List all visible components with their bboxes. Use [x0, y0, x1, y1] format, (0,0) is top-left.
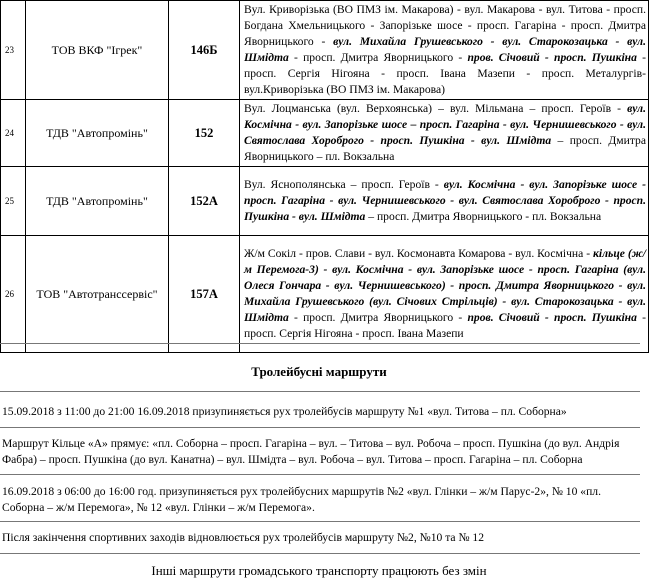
route-segment: Ж/м Сокіл - пров. Слави - вул. Космонавта Комарова - вул. Космічна - — [244, 247, 593, 260]
divider — [0, 474, 640, 475]
route-number: 157А — [169, 236, 240, 353]
changed-route-segment: вул. Космічна - вул. Запорізьке шосе - просп. Гагаріна - вул. Чернишевського - вул. Святослава Хороброго - просп. Пушкіна - вул. Шмідта — [244, 178, 647, 223]
route-segment: Вул. Яснополянська – просп. Героїв - — [244, 178, 444, 191]
trolley-notice-3: 16.09.2018 з 06:00 до 16:00 год. призупиняється рух тролейбусних маршрутів №2 «вул. Глінки – ж/м Парус-2», № 10 «пл. Соборна – ж/м Перемога», № 12 «вул. Глінки – ж/м Перемога». — [2, 485, 601, 514]
trolley-notice-1: 15.09.2018 з 11:00 до 21:00 16.09.2018 призупиняється рух тролейбусів маршруту №1 «вул. Титова – пл. Соборна» — [2, 405, 567, 418]
route-segment: - просп. Сергія Нігояна - просп. Івана Мазепи - просп. Металургів-вул.Криворізька (ВО ПМЗ ім. Макарова) — [244, 51, 646, 96]
row-number: 26 — [1, 236, 26, 353]
carrier-name: ТОВ "Автотранссервіс" — [26, 236, 169, 353]
trolley-notice-2: Маршрут Кільце «А» прямує: «пл. Соборна – просп. Гагаріна – вул. – Титова – вул. Робоча – просп. Пушкіна (до вул. Андрія Фабра) – просп. Пушкіна (до вул. Канатна) – вул. Шмідта – вул. Робоча – вул. Титова – просп. Гагаріна – пл. Соборна — [2, 437, 620, 466]
table-row — [1, 100, 649, 167]
route-number: 152А — [169, 167, 240, 236]
trolley-heading: Тролейбусні маршрути — [251, 364, 387, 379]
route-path — [240, 167, 649, 236]
route-path — [240, 1, 649, 100]
route-segment: Вул. Криворізька (ВО ПМЗ ім. Макарова) - вул. Макарова - вул. Титова - просп. Богдана Хмельницького - Запорізьке шосе - просп. Гагаріна - просп. Дмитра Яворницького - — [244, 3, 646, 48]
changed-route-segment: пров. Січовий - просп. Пушкіна — [467, 311, 637, 324]
route-segment: - просп. Дмитра Яворницького - — [288, 311, 468, 324]
route-number: 146Б — [169, 1, 240, 100]
table-row — [1, 1, 649, 100]
table-row — [1, 167, 649, 236]
route-path — [240, 236, 649, 353]
divider — [0, 553, 640, 554]
final-note: Інші маршрути громадського транспорту працюють без змін — [151, 563, 487, 578]
route-segment: - просп. Дмитра Яворницького - — [288, 51, 468, 64]
divider — [0, 391, 640, 392]
carrier-name: ТДВ "Автопромінь" — [26, 100, 169, 167]
divider — [0, 521, 640, 522]
trolley-notice-4: Після закінчення спортивних заходів відновлюється рух тролейбусів маршруту №2, №10 та № 12 — [2, 531, 485, 544]
row-number: 24 — [1, 100, 26, 167]
route-path — [240, 100, 649, 167]
changed-route-segment: вул. Михайла Грушевського - вул. Старокозацька - вул. Шмідта — [244, 35, 646, 64]
carrier-name: ТДВ "Автопромінь" — [26, 167, 169, 236]
route-number: 152 — [169, 100, 240, 167]
route-segment: Вул. Лоцманська (вул. Верхоянська) – вул. Мільмана – просп. Героїв - — [244, 102, 628, 115]
route-segment: – просп. Дмитра Яворницького - пл. Вокзальна — [365, 210, 602, 223]
row-number: 25 — [1, 167, 26, 236]
divider — [0, 343, 640, 344]
changed-route-segment: пров. Січовий - просп. Пушкіна — [467, 51, 637, 64]
route-segment: - просп. Сергія Нігояна - просп. Івана Мазепи — [244, 311, 646, 340]
routes-table-body — [1, 1, 649, 353]
row-number: 23 — [1, 1, 26, 100]
divider — [0, 427, 640, 428]
changed-route-segment: кільце (ж/м Перемога-3) - вул. Космічна - вул. Запорізьке шосе - просп. Гагаріна (вул. Олеся Гончара - вул. Чернишевського) - просп. Дмитра Яворницького - вул. Михайла Грушевського (вул. Січових Стрільців) - вул. Старокозацька - вул. Шмідта — [244, 247, 646, 324]
changed-route-segment: вул. Космічна - вул. Запорізьке шосе – просп. Гагаріна - вул. Чернишевського - вул. Святослава Хороброго - просп. Пушкіна - вул. Шмідта — [244, 102, 646, 147]
route-segment: – просп. Дмитра Яворницького – пл. Вокзальна — [244, 134, 646, 163]
carrier-name: ТОВ ВКФ "Ігрек" — [26, 1, 169, 100]
table-row — [1, 236, 649, 353]
